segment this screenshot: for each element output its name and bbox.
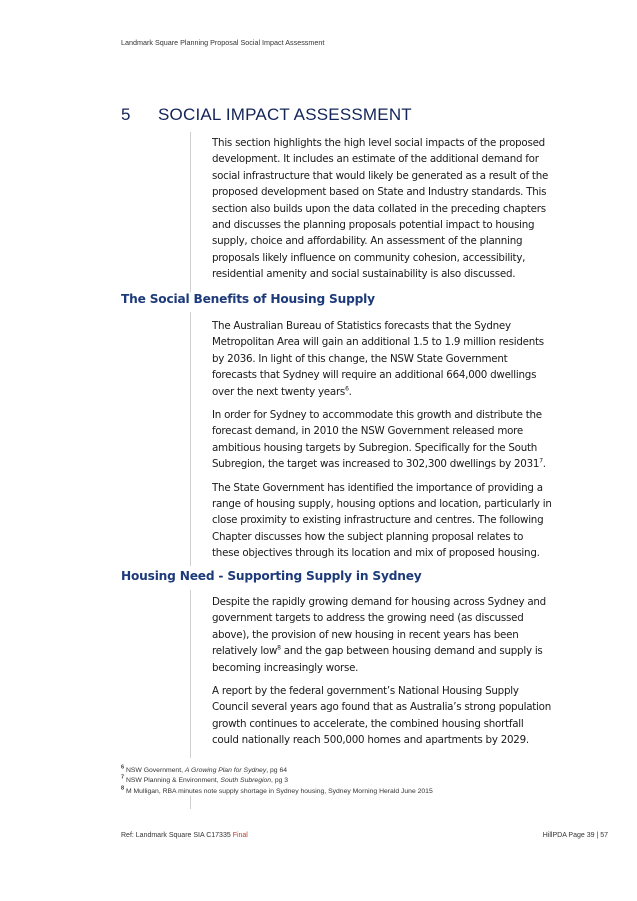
subheading-housing-need: Housing Need - Supporting Supply in Sydney	[121, 569, 422, 583]
need-paragraph-1: Despite the rapidly growing demand for housing across Sydney and government targets to address the growing need (as discussed above), the provision of new housing in recent years has been relatively low$^8$ and the gap between housing demand and supply is becoming increasingly worse.	[212, 596, 546, 674]
margin-rule	[190, 312, 191, 566]
benefits-paragraph-1: The Australian Bureau of Statistics forecasts that the Sydney Metropolitan Area will gain an additional 1.5 to 1.9 million residents by 2036. In light of this change, the NSW State Government forecasts that Sydney will require an additional 664,000 dwellings over the next twenty years$^6$.	[212, 320, 544, 398]
footnote-ref-8: 8	[277, 644, 281, 652]
document-status: Final	[232, 832, 248, 839]
benefits-paragraph-3: The State Government has identified the importance of providing a range of housing supply, housing options and location, particularly in close proximity to existing infrastructure and centres. The following Chapter discusses how the subject planning proposal relates to these objectives through its location and mix of proposed housing.	[212, 481, 552, 560]
footer-reference: Ref: Landmark Square SIA C17335 Final	[121, 832, 248, 839]
margin-rule	[190, 590, 191, 758]
margin-rule	[190, 132, 191, 292]
intro-paragraph: This section highlights the high level social impacts of the proposed development. It includes an estimate of the additional demand for social infrastructure that would likely be generated as a result of the proposed development based on State and Industry standards. This section also builds upon the data collated in the preceding chapters and discusses the planning proposals potential impact to housing supply, choice and affordability. An assessment of the planning proposals likely influence on community cohesion, accessibility, residential amenity and social sustainability is also discussed.	[212, 137, 549, 281]
need-block	[212, 594, 552, 756]
subheading-benefits: The Social Benefits of Housing Supply	[121, 292, 375, 306]
footnote-7: $^7$ NSW Planning & Environment, South Subregion, pg 3	[121, 775, 289, 785]
intro-block	[212, 135, 552, 290]
section-number: 5	[121, 105, 131, 124]
need-paragraph-2: A report by the federal government’s National Housing Supply Council several years ago found that as Australia’s strong population growth continues to accelerate, the combined housing shortfall could nationally reach 500,000 homes and apartments by 2029.	[212, 685, 551, 747]
benefits-paragraph-2: In order for Sydney to accommodate this growth and distribute the forecast demand, in 2010 the NSW Government released more ambitious housing targets by Subregion. Specifically for the South Subregion, the target was increased to 302,300 dwellings by 2031$^7$.	[212, 409, 546, 471]
margin-rule	[190, 796, 191, 809]
section-title: SOCIAL IMPACT ASSESSMENT	[158, 105, 412, 124]
benefits-block	[212, 318, 552, 569]
footnote-6: $^6$ NSW Government, A Growing Plan for Sydney, pg 64	[121, 764, 288, 774]
footnotes	[121, 766, 433, 797]
footnote-ref-6: 6	[345, 385, 349, 393]
section-heading	[121, 105, 412, 125]
running-header: Landmark Square Planning Proposal Social Impact Assessment	[121, 38, 325, 47]
footnote-8: $^8$ M Mulligan, RBA minutes note supply shortage in Sydney housing, Sydney Morning Herald June 2015	[121, 785, 433, 795]
footnote-ref-7: 7	[539, 457, 543, 465]
page-number: HillPDA Page 39 | 57	[542, 832, 608, 839]
